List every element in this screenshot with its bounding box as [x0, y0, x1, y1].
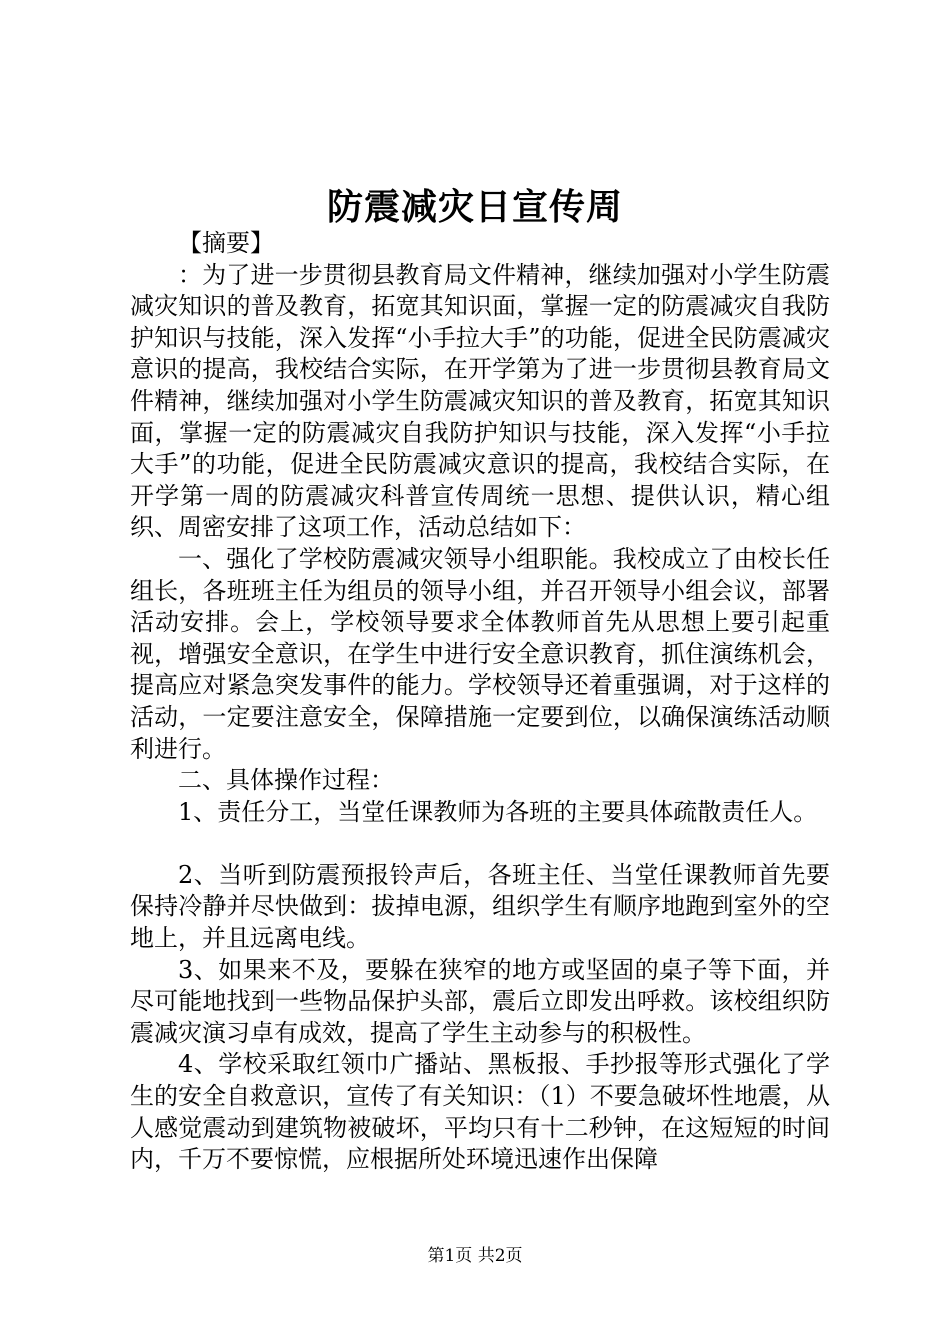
document-title: 防震减灾日宣传周	[326, 186, 623, 228]
document-body	[130, 228, 830, 1176]
blank-line	[130, 828, 830, 860]
paragraph-item-2: 2、当听到防震预报铃声后，各班主任、当堂任课教师首先要保持冷静并尽快做到：拔掉电源，组织学生有顺序地跑到室外的空地上，并且远离电线。	[130, 860, 830, 953]
paragraph-item-1: 1、责任分工，当堂任课教师为各班的主要具体疏散责任人。	[178, 797, 818, 826]
paragraph-section-1: 一、强化了学校防震减灾领导小组职能。我校成立了由校长任组长，各班班主任为组员的领导小组，并召开领导小组会议，部署活动安排。会上，学校领导要求全体教师首先从思想上要引起重视，增强安全意识，在学生中进行安全意识教育，抓住演练机会，提高应对紧急突发事件的能力。学校领导还着重强调，对于这样的活动，一定要注意安全，保障措施一定要到位，以确保演练活动顺利进行。	[130, 544, 830, 763]
paragraph-item-4: 4、学校采取红领巾广播站、黑板报、手抄报等形式强化了学生的安全自救意识，宣传了有关知识：（1）不要急破坏性地震，从人感觉震动到建筑物被破坏，平均只有十二秒钟，在这短短的时间内，千万不要惊慌，应根据所处环境迅速作出保障	[130, 1050, 830, 1174]
paragraph-item-3: 3、如果来不及，要躲在狭窄的地方或坚固的桌子等下面，并尽可能地找到一些物品保护头部，震后立即发出呼救。该校组织防震减灾演习卓有成效，提高了学生主动参与的积极性。	[130, 955, 830, 1047]
paragraph-intro: ：为了进一步贯彻县教育局文件精神，继续加强对小学生防震减灾知识的普及教育，拓宽其知识面，掌握一定的防震减灾自我防护知识与技能，深入发挥“小手拉大手”的功能，促进全民防震减灾意识的提高，我校结合实际，在开学第为了进一步贯彻县教育局文件精神，继续加强对小学生防震减灾知识的普及教育，拓宽其知识面，掌握一定的防震减灾自我防护知识与技能，深入发挥“小手拉大手”的功能，促进全民防震减灾意识的提高，我校结合实际，在开学第一周的防震减灾科普宣传周统一思想、提供认识，精心组织、周密安排了这项工作，活动总结如下：	[130, 260, 830, 542]
abstract-label: 【摘要】	[178, 229, 274, 257]
page-footer: 第1页 共2页	[427, 1246, 523, 1266]
paragraph-section-2-heading: 二、具体操作过程：	[178, 766, 394, 795]
